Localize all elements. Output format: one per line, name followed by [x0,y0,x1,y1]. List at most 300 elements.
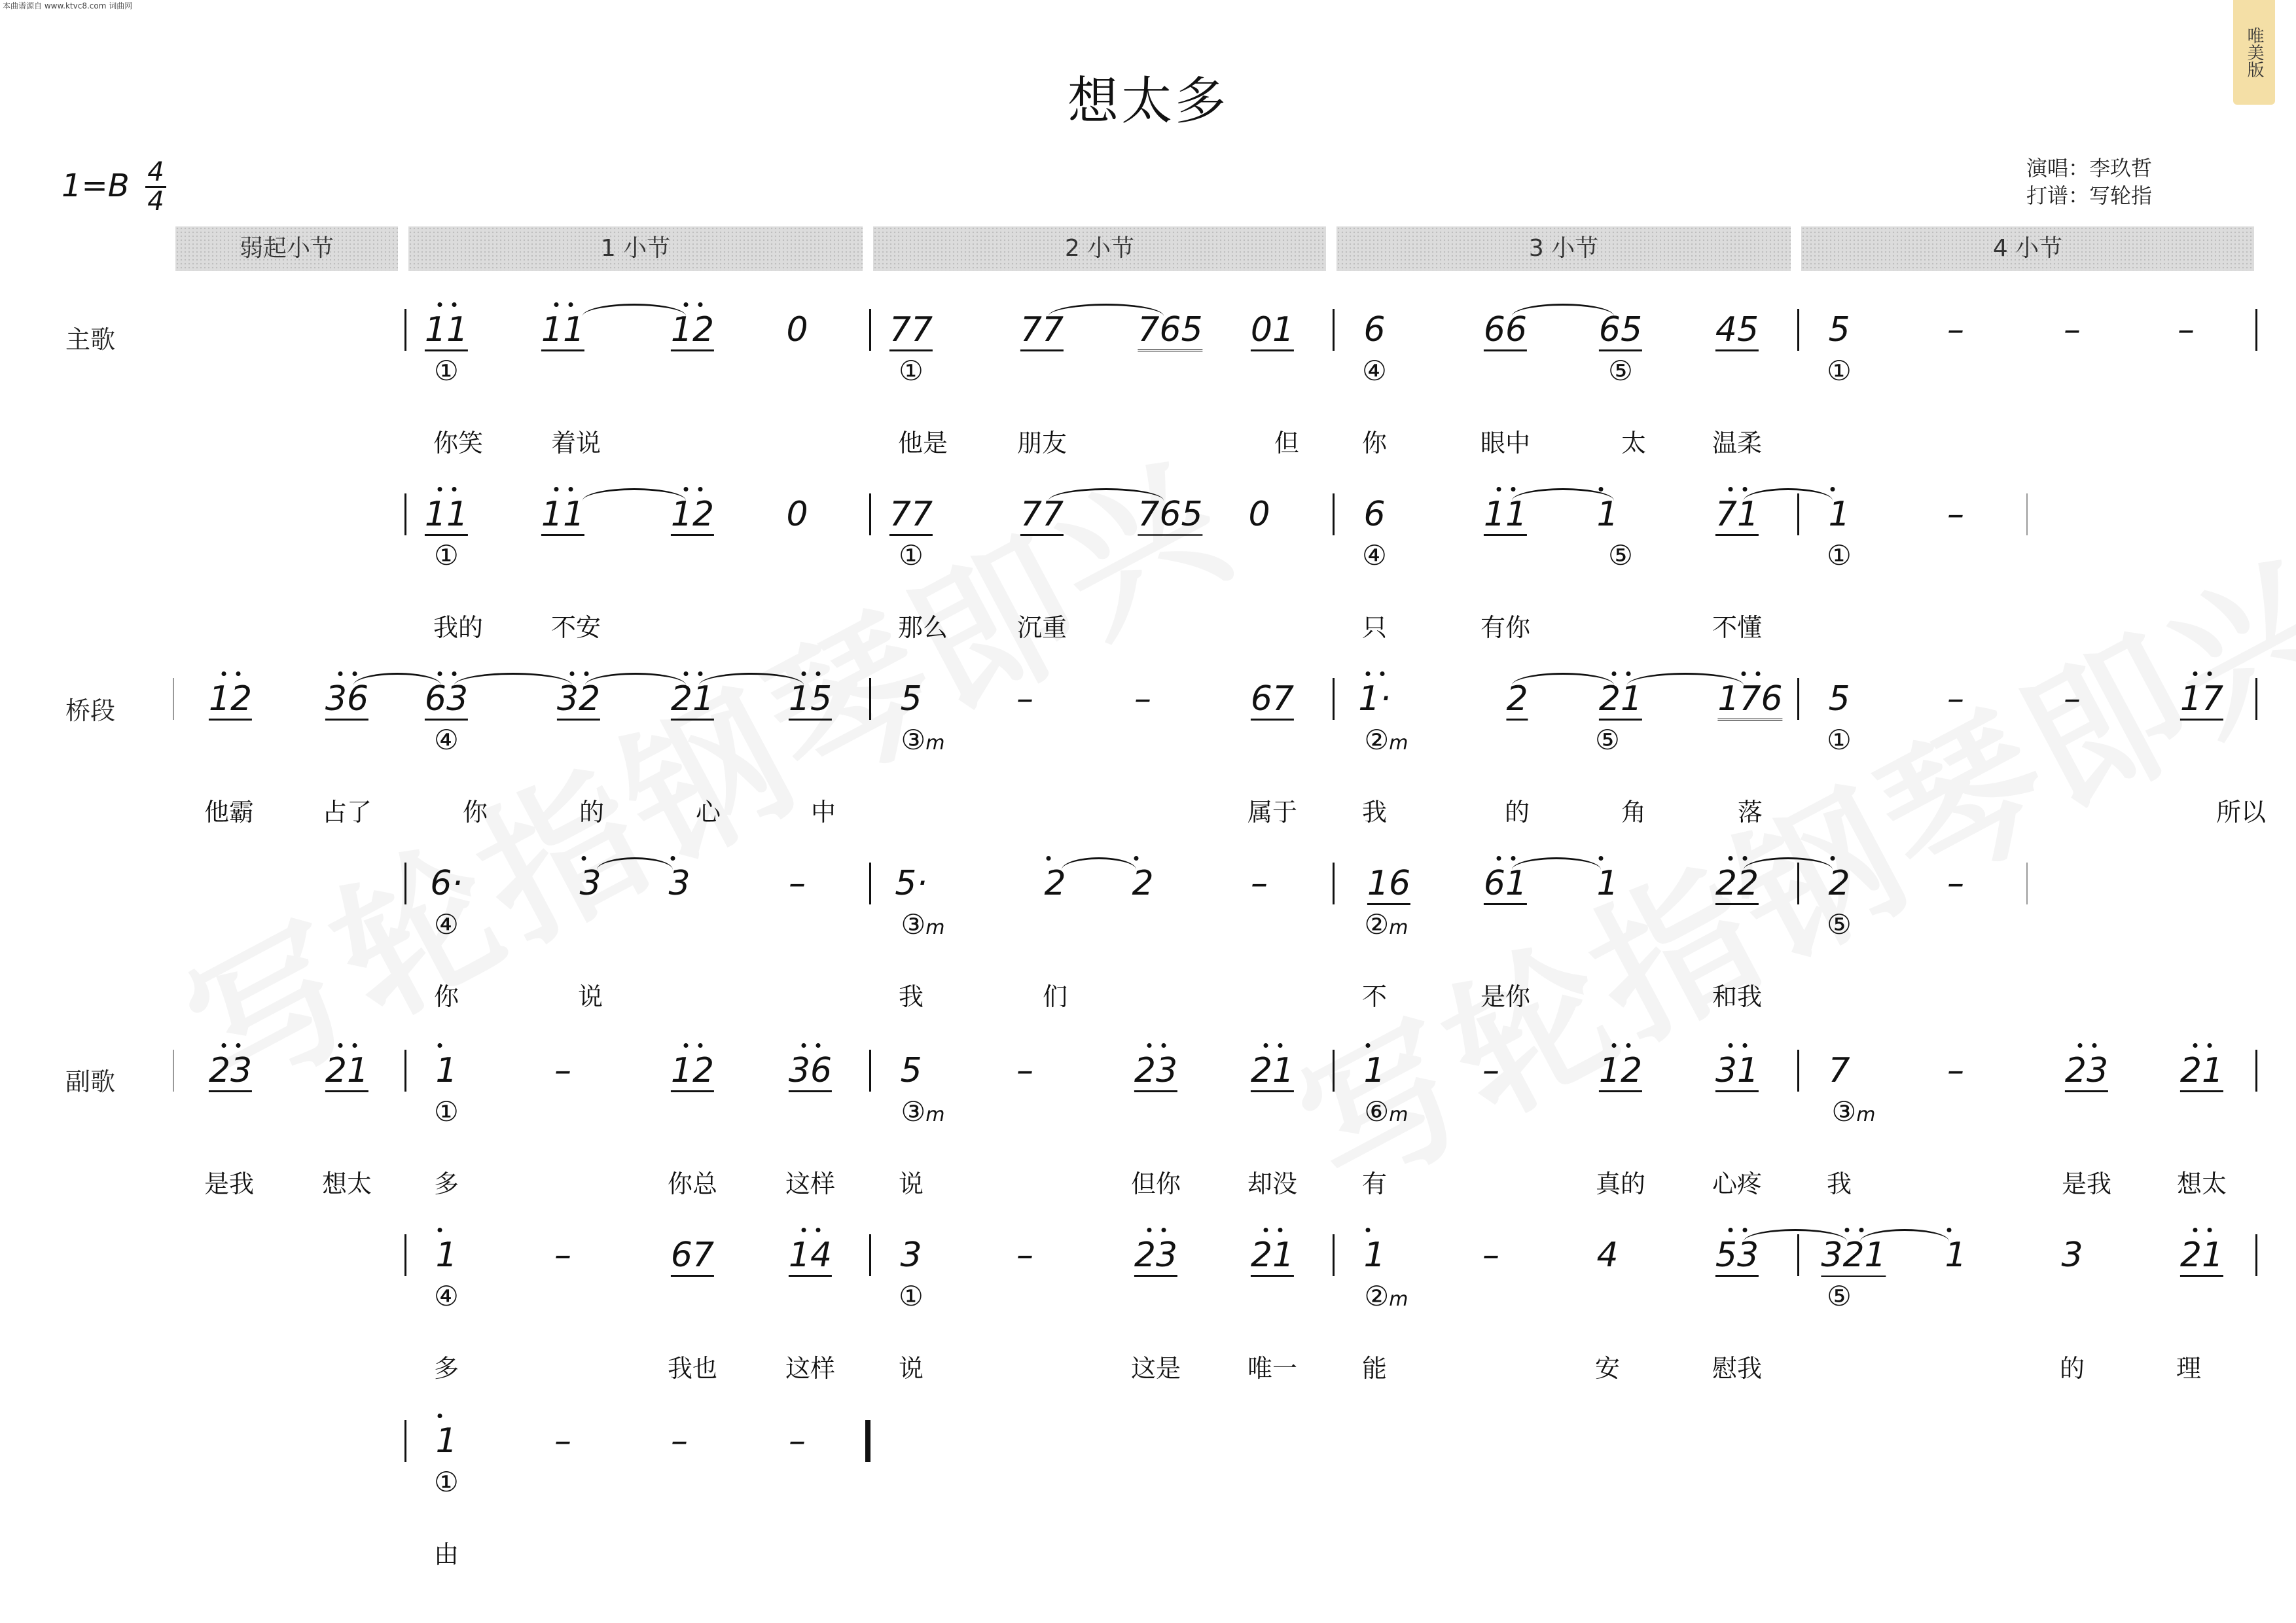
jianpu-note: 11 [425,313,468,351]
octave-dot [1756,671,1761,676]
jianpu-note: 12 [209,682,252,721]
octave-dot [1599,487,1604,491]
octave-dot [802,671,806,676]
chord-degree-number: ⑥ [1364,1096,1390,1128]
jianpu-note: 11 [541,313,584,351]
octave-dot [802,1043,806,1048]
octave-dot [816,1228,821,1232]
jianpu-note: 0 [1248,495,1270,534]
chord-degree-number: ① [434,1466,459,1498]
barline [1797,678,1799,720]
octave-dot [2208,671,2212,676]
octave-dot [1626,671,1631,676]
lyric: 的 [579,798,605,827]
barline [404,1050,406,1092]
jianpu-note: 765 [1138,313,1202,351]
jianpu-note: – [2064,679,2081,719]
octave-dot [2208,1043,2212,1048]
jianpu-note: 3 [2061,1236,2083,1275]
jianpu-note: 77 [889,313,933,351]
lyric: 我的 [433,613,484,642]
jianpu-note: 1 [1945,1236,1967,1275]
lyric: 不 [1361,982,1388,1011]
jianpu-note: – [1251,864,1268,903]
jianpu-note: 36 [325,682,368,721]
barline [2026,493,2028,535]
octave-dot [222,671,226,676]
barline [1333,309,1335,351]
jianpu-note: 22 [1715,866,1759,905]
octave-dot [1497,856,1501,861]
chord-degree [1827,908,1852,940]
jianpu-note: 6 [1363,495,1386,534]
jianpu-note: 1 [1596,864,1619,903]
chord-degree-number: ④ [1362,355,1387,387]
chord-degree [1827,1280,1852,1312]
chord-degree-number: ⑤ [1827,908,1852,940]
lyric: 属于 [1247,798,1298,827]
jianpu-note: 5 [1828,679,1850,719]
lyric: 心 [695,798,721,827]
jianpu-note: – [1016,1051,1033,1090]
chord-degree [1365,726,1408,754]
lyric: 多 [433,1354,459,1383]
minor-suffix: m [925,916,945,939]
jianpu-note: – [1016,679,1033,719]
jianpu-note: 1 [435,1051,457,1090]
lyric: 你 [462,798,488,827]
jianpu-note: 31 [1715,1054,1759,1092]
octave-dot [1047,856,1051,861]
jianpu-note: – [1947,495,1964,534]
octave-dot [2092,1043,2097,1048]
chord-degree-number: ④ [1362,539,1387,571]
octave-dot [698,671,703,676]
jianpu-note: 5 [900,1051,922,1090]
chord-degree [434,1466,459,1498]
lyric: 们 [1042,982,1068,1011]
chord-degree-number: ④ [434,724,459,756]
chord-degree-number: ③ [901,724,926,756]
jianpu-note: 12 [671,1054,714,1092]
barline [1333,1234,1335,1276]
lyric: 眼中 [1480,429,1531,457]
jianpu-note: – [554,1236,571,1275]
octave-dot [236,671,241,676]
jianpu-note: – [789,1421,806,1461]
lyric: 朋友 [1016,429,1067,457]
chord-degree [1827,726,1852,754]
jianpu-note: 176 [1717,682,1782,721]
octave-dot [1162,1228,1166,1232]
jianpu-note: 11 [425,497,468,536]
singer-credit: 演唱：李玖哲 [2026,156,2153,181]
barline [404,1420,406,1462]
jianpu-note: 3 [668,864,691,903]
jianpu-note: – [671,1421,688,1461]
lyric: 有 [1361,1169,1388,1198]
chord-degree-number: ① [899,1280,924,1312]
jianpu-note: 1 [1828,495,1850,534]
lyric: 他是 [897,429,948,457]
barline [869,1234,871,1276]
jianpu-note: – [2178,310,2195,349]
chord-degree-number: ⑤ [1595,724,1620,756]
chord-degree-number: ① [899,355,924,387]
barline [2255,1234,2257,1276]
lyric: 你 [433,982,459,1011]
jianpu-note: 32 [557,682,600,721]
jianpu-note: – [554,1051,571,1090]
jianpu-note: 1 [435,1236,457,1275]
barline [2255,309,2257,351]
chord-degree [434,357,459,385]
octave-dot [2078,1043,2083,1048]
lyric: 想太 [321,1169,372,1198]
chord-degree-number: ② [1364,724,1390,756]
lyric: 说 [577,982,603,1011]
lyric: 是你 [1480,982,1531,1011]
jianpu-note: 1 [1596,495,1619,534]
octave-dot [1743,856,1748,861]
jianpu-note: 21 [2180,1054,2223,1092]
jianpu-note: 71 [1715,497,1759,536]
octave-dot [1278,1228,1283,1232]
jianpu-note: 77 [1020,313,1064,351]
octave-dot [1729,1228,1733,1232]
chord-degree-number: ① [1827,355,1852,387]
lyric: 安 [1594,1354,1621,1383]
chord-degree-number: ① [434,1096,459,1128]
minor-suffix: m [1389,732,1408,755]
octave-dot [438,671,442,676]
song-title: 想太多 [1067,72,1229,131]
jianpu-note: 7 [1828,1051,1850,1090]
barline [2255,678,2257,720]
jianpu-note: 0 [786,310,808,349]
octave-dot [1947,1228,1952,1232]
jianpu-note: 21 [325,1054,368,1092]
lyric: 那么 [897,613,948,642]
edition-badge: 唯美版 [2233,0,2275,105]
octave-dot [584,671,589,676]
octave-dot [1612,671,1617,676]
barline [869,309,871,351]
chord-degree [434,1280,459,1312]
minor-suffix: m [925,1103,945,1126]
octave-dot [1380,671,1385,676]
jianpu-note: 1 [435,1421,457,1461]
jianpu-note: – [1947,310,1964,349]
lyric: 我 [898,982,924,1011]
octave-dot [684,671,689,676]
lyric: 但你 [1130,1169,1181,1198]
jianpu-note: – [1947,864,1964,903]
jianpu-note: 21 [1251,1054,1294,1092]
minor-suffix: m [1389,1288,1408,1311]
barline [404,493,406,535]
key-signature: 1=B [62,168,130,204]
barline [865,1420,870,1462]
measure-header-4: 4 小节 [1801,226,2254,271]
lyric: 着说 [550,429,601,457]
chord-degree [1608,539,1633,571]
lyric: 多 [433,1169,459,1198]
section-label-chorus: 副歌 [65,1067,116,1096]
section-label-bridge: 桥段 [65,696,116,725]
chord-degree [434,539,459,571]
minor-suffix: m [1389,1103,1408,1126]
octave-dot [684,1043,689,1048]
minor-suffix: m [1389,916,1408,939]
octave-dot [1743,1043,1748,1048]
barline [1797,309,1799,351]
octave-dot [353,671,357,676]
jianpu-note: 12 [671,313,714,351]
jianpu-note: 2 [1044,864,1066,903]
barline [869,493,871,535]
jianpu-note: 0 [786,495,808,534]
octave-dot [1831,487,1835,491]
octave-dot [1511,487,1516,491]
barline [1333,863,1335,904]
lyric: 角 [1621,798,1647,827]
chord-degree-number: ② [1364,1280,1390,1312]
chord-degree-number: ② [1364,908,1390,940]
jianpu-note: – [1134,679,1151,719]
octave-dot [1743,487,1748,491]
chord-degree [1827,539,1852,571]
lyric: 这样 [785,1354,836,1383]
source-note: 本曲谱源自 www.ktvc8.com 词曲网 [3,1,133,10]
chord-degree [901,1098,945,1126]
jianpu-note: – [1482,1051,1499,1090]
lyric: 落 [1737,798,1763,827]
octave-dot [570,671,575,676]
jianpu-note: 2 [1828,864,1850,903]
octave-dot [1497,487,1501,491]
jianpu-note: 14 [789,1238,832,1277]
measure-header-2: 2 小节 [873,226,1326,271]
jianpu-note: 15 [789,682,832,721]
jianpu-note: 23 [1134,1238,1177,1277]
jianpu-note: 45 [1715,313,1759,351]
lyric: 我也 [667,1354,718,1383]
lyric: 想太 [2176,1169,2227,1198]
lyric: 只 [1361,613,1388,642]
octave-dot [1742,671,1746,676]
octave-dot [1147,1043,1152,1048]
octave-dot [698,487,703,491]
lyric: 慰我 [1712,1354,1763,1383]
lyric: 所以 [2215,798,2267,827]
jianpu-note: – [2064,310,2081,349]
jianpu-note: 6 [1363,310,1386,349]
jianpu-note: 765 [1138,497,1202,536]
jianpu-note: 12 [671,497,714,536]
chord-degree [899,539,924,571]
octave-dot [698,302,703,307]
octave-dot [2208,1228,2212,1232]
octave-dot [698,1043,703,1048]
lyric: 你笑 [433,429,484,457]
jianpu-note: – [1016,1236,1033,1275]
jianpu-note: 65 [1599,313,1642,351]
section-label-verse: 主歌 [65,325,116,354]
jianpu-note: 5 [1828,310,1850,349]
lyric: 你 [1361,429,1388,457]
octave-dot [1599,856,1604,861]
jianpu-note: 61 [1484,866,1527,905]
jianpu-note: 67 [1251,682,1294,721]
barline [404,309,406,351]
jianpu-note: 17 [2180,682,2223,721]
chord-degree-number: ① [899,539,924,571]
chord-degree [434,726,459,754]
octave-dot [438,302,442,307]
lyric: 不懂 [1712,613,1763,642]
lyric: 的 [1504,798,1530,827]
octave-dot [1729,1043,1733,1048]
chord-degree [1364,908,1408,940]
octave-dot [236,1043,241,1048]
octave-dot [353,1043,357,1048]
chord-degree [901,726,945,754]
lyric: 你总 [667,1169,718,1198]
jianpu-note: 11 [1484,497,1527,536]
chord-degree [899,357,924,385]
chord-degree [899,1280,924,1312]
octave-dot [816,671,821,676]
measure-header-pickup: 弱起小节 [175,226,398,271]
octave-dot [1366,1043,1371,1048]
chord-degree [1827,357,1852,385]
credits [2026,154,2152,209]
jianpu-note: 321 [1821,1238,1886,1277]
barline [173,1050,174,1092]
chord-degree-number: ① [1827,539,1852,571]
jianpu-note: 4 [1596,1236,1619,1275]
chord-degree [901,908,945,940]
barline [1333,678,1335,720]
jianpu-note: 2 [1132,864,1154,903]
lyric: 不安 [550,613,601,642]
barline [404,863,406,904]
jianpu-note: – [1947,679,1964,719]
octave-dot [1729,487,1733,491]
octave-dot [569,487,573,491]
octave-dot [684,302,689,307]
octave-dot [338,1043,343,1048]
jianpu-note: 2 [1506,682,1528,721]
octave-dot [1511,856,1516,861]
octave-dot [2193,1043,2198,1048]
chord-degree [1365,1098,1408,1126]
jianpu-note: 21 [1599,682,1642,721]
lyric: 太 [1621,429,1647,457]
jianpu-note: 5· [895,864,927,903]
lyric: 这样 [785,1169,836,1198]
chord-degree [1608,357,1633,385]
jianpu-note: 23 [209,1054,252,1092]
jianpu-note: 77 [889,497,933,536]
chord-degree [434,1098,459,1126]
chord-degree [434,908,459,940]
barline [2255,1050,2257,1092]
lyric: 是我 [204,1169,255,1198]
tie-slur [597,857,673,870]
octave-dot [222,1043,226,1048]
lyric: 这是 [1130,1354,1181,1383]
measure-header-1: 1 小节 [408,226,863,271]
chord-degree-number: ⑤ [1827,1280,1852,1312]
chord-degree-number: ① [1827,724,1852,756]
octave-dot [671,856,675,861]
chord-degree-number: ④ [434,908,459,940]
jianpu-note: 3 [900,1236,922,1275]
jianpu-note: 11 [541,497,584,536]
chord-degree [1362,357,1387,385]
octave-dot [1264,1043,1268,1048]
octave-dot [1859,1228,1864,1232]
minor-suffix: m [925,732,945,755]
octave-dot [816,1043,821,1048]
barline [1797,1050,1799,1092]
jianpu-note: 53 [1715,1238,1759,1277]
lyric: 和我 [1712,982,1763,1011]
octave-dot [1831,856,1835,861]
jianpu-note: 12 [1599,1054,1642,1092]
octave-dot [2193,1228,2198,1232]
octave-dot [554,302,559,307]
octave-dot [1612,1043,1617,1048]
octave-dot [1729,856,1733,861]
lyric: 温柔 [1712,429,1763,457]
barline [173,678,174,720]
lyric: 理 [2176,1354,2202,1383]
barline [869,678,871,720]
octave-dot [452,302,457,307]
arranger-credit: 打谱：写轮指 [2026,183,2153,208]
octave-dot [1264,1228,1268,1232]
lyric: 中 [810,798,836,827]
lyric: 但 [1274,429,1300,457]
lyric: 真的 [1595,1169,1646,1198]
octave-dot [1366,1228,1371,1232]
jianpu-note: – [789,864,806,903]
lyric: 心疼 [1712,1169,1763,1198]
octave-dot [802,1228,806,1232]
lyric: 说 [898,1169,924,1198]
jianpu-note: – [554,1421,571,1461]
chord-degree [1362,539,1387,571]
lyric: 占了 [321,798,372,827]
chord-degree [1832,1098,1876,1126]
octave-dot [569,302,573,307]
lyric: 我 [1361,798,1388,827]
lyric: 却没 [1247,1169,1298,1198]
octave-dot [1278,1043,1283,1048]
jianpu-note: – [1947,1051,1964,1090]
jianpu-note: 6· [430,864,463,903]
lyric: 说 [898,1354,924,1383]
jianpu-note: 01 [1251,313,1294,351]
octave-dot [452,671,457,676]
lyric: 有你 [1480,613,1531,642]
jianpu-note: 1 [1363,1051,1386,1090]
chord-degree-number: ④ [434,1280,459,1312]
chord-degree-number: ③ [1831,1096,1857,1128]
